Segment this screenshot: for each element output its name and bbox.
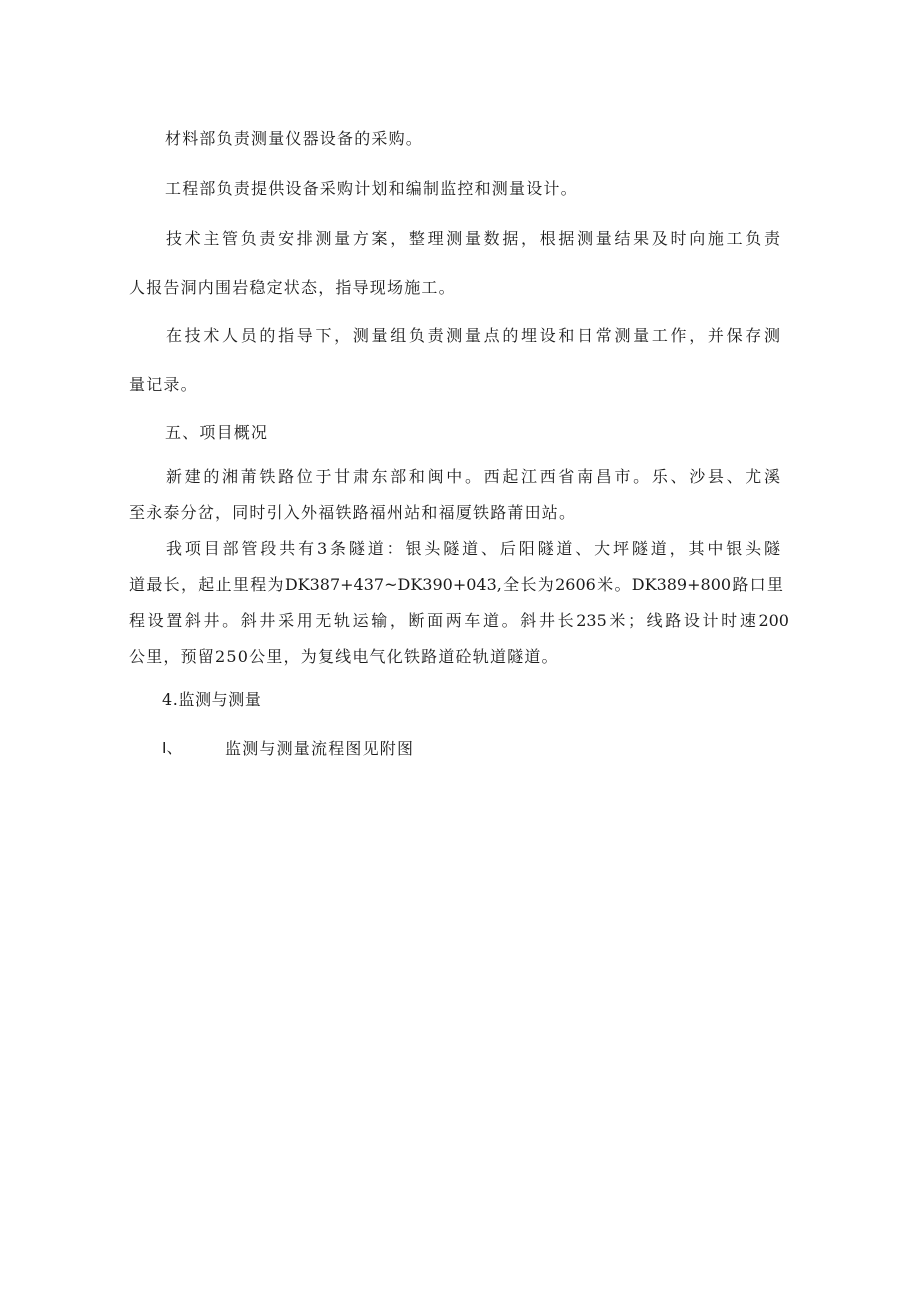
paragraph-railway-line-2: 至永泰分岔，同时引入外福铁路福州站和福厦铁路莆田站。: [129, 503, 577, 522]
paragraph-tunnels-line-3: 程设置斜井。斜井采用无轨运输，断面两车道。斜井长235米；线路设计时速200: [129, 611, 789, 630]
paragraph-materials-dept: 材料部负责测量仪器设备的采购。: [165, 129, 424, 148]
paragraph-tunnels-line-1: 我项目部管段共有3条隧道：银头隧道、后阳隧道、大坪隧道，其中银头隧: [166, 539, 780, 558]
paragraph-tunnels-line-2: 道最长，起止里程为DK387+437~DK390+043,全长为2606米。DK389+800路口里: [129, 575, 783, 594]
paragraph-survey-team-line-1: 在技术人员的指导下，测量组负责测量点的埋设和日常测量工作，并保存测: [166, 326, 780, 345]
paragraph-tech-manager-line-1: 技术主管负责安排测量方案，整理测量数据，根据测量结果及时向施工负责: [166, 229, 780, 248]
section-heading-project-overview: 五、项目概况: [165, 423, 269, 442]
paragraph-railway-line-1: 新建的湘莆铁路位于甘肃东部和闽中。西起江西省南昌市。乐、沙县、尤溪: [166, 467, 780, 486]
paragraph-survey-team-line-2: 量记录。: [129, 375, 198, 394]
section-heading-monitoring: 4.监测与测量: [162, 690, 262, 709]
paragraph-tunnels-line-4: 公里，预留250公里，为复线电气化铁路道砼轨道隧道。: [129, 647, 559, 666]
paragraph-tech-manager-line-2: 人报告洞内围岩稳定状态，指导现场施工。: [129, 278, 456, 297]
list-marker: I、: [162, 740, 183, 757]
paragraph-engineering-dept: 工程部负责提供设备采购计划和编制监控和测量设计。: [165, 179, 578, 198]
list-item-flowchart-reference: 监测与测量流程图见附图: [225, 739, 415, 758]
